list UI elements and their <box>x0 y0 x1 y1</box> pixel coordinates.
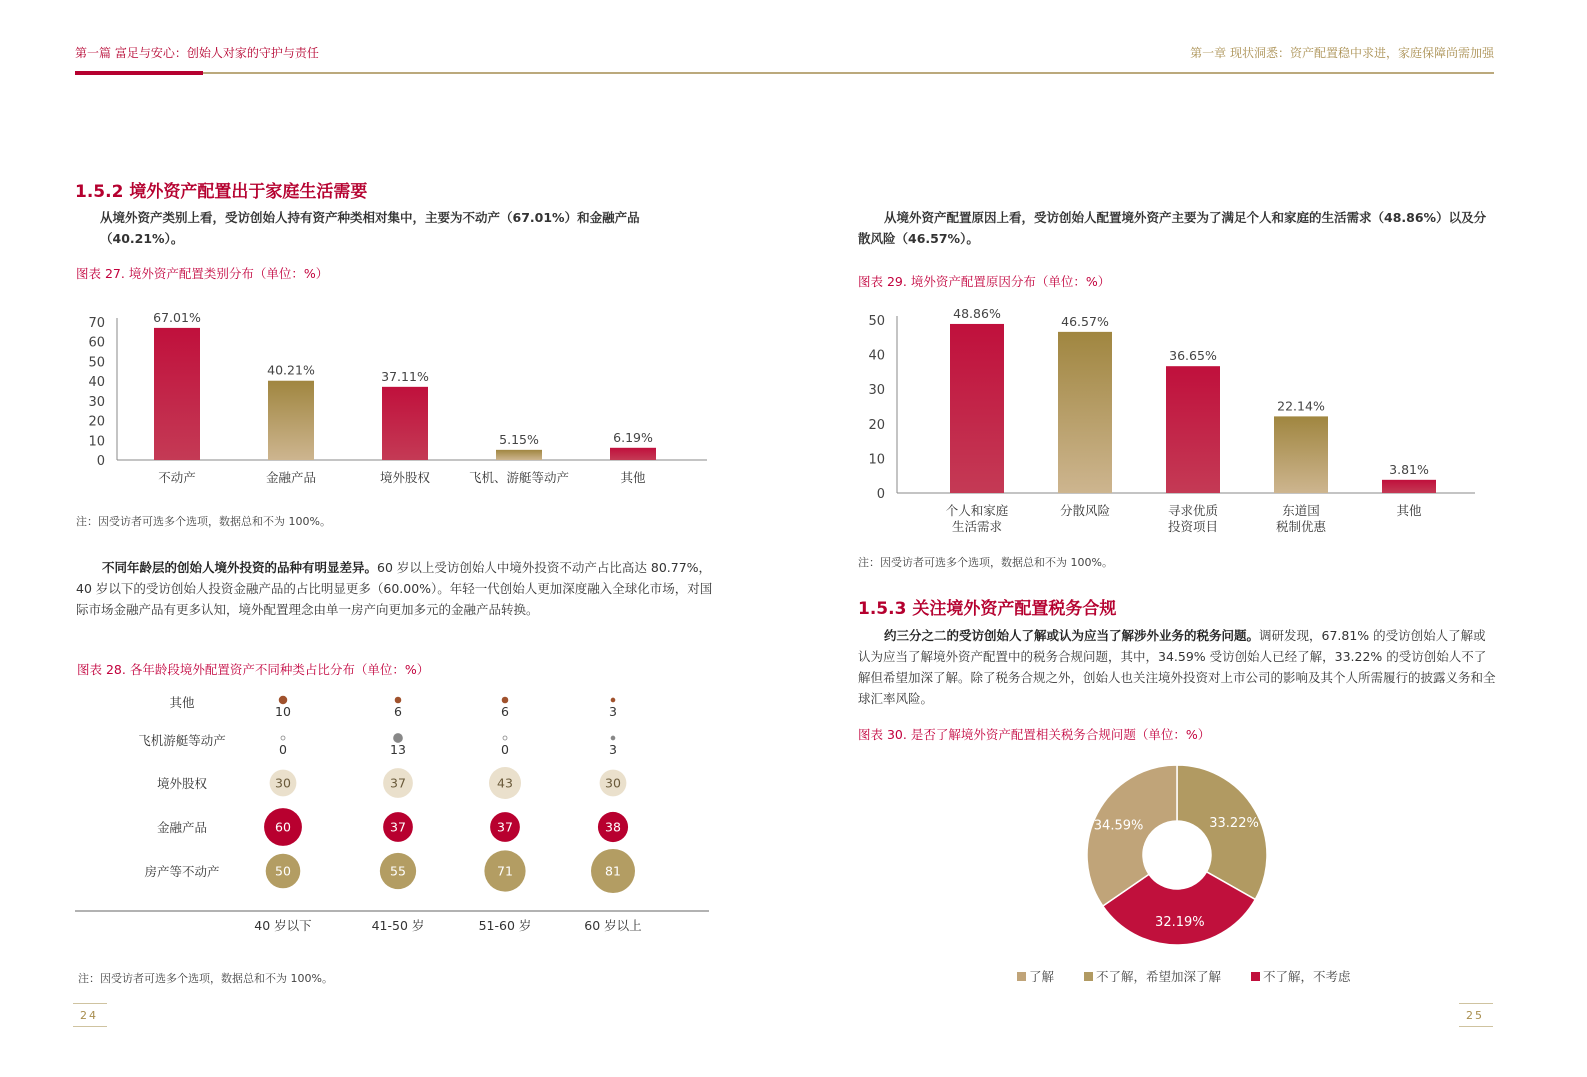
fig29-y-tick: 30 <box>868 383 885 399</box>
page-number-line-bottom <box>73 1026 107 1027</box>
fig28-x-label: 41-50 岁 <box>371 918 425 933</box>
header-right-title: 第一章 现状洞悉：资产配置稳中求进，家庭保障尚需加强 <box>1190 46 1494 60</box>
fig29-y-tick: 10 <box>868 452 885 468</box>
fig29-y-tick: 50 <box>868 314 885 329</box>
fig27-data-label: 67.01% <box>153 309 201 325</box>
left-paragraph-2 <box>76 557 714 620</box>
fig30-title: 图表 30. 是否了解境外资产配置相关税务合规问题（单位：%） <box>858 727 1211 742</box>
fig30-legend-swatch <box>1017 972 1026 981</box>
fig29-bar <box>1058 332 1112 493</box>
fig29-category-label: 个人和家庭 <box>945 503 1009 518</box>
fig28-bubble-label: 30 <box>605 775 621 791</box>
fig30-legend-swatch <box>1251 972 1260 981</box>
fig29-data-label: 3.81% <box>1389 461 1429 477</box>
fig28-bubble-label: 10 <box>275 704 291 719</box>
fig29-category-label: 寻求优质 <box>1167 503 1219 518</box>
fig27-note: 注：因受访者可选多个选项，数据总和不为 100%。 <box>76 515 331 528</box>
right-paragraph-2 <box>858 625 1498 709</box>
fig29-data-label: 22.14% <box>1277 398 1325 414</box>
fig28-bubble-label: 30 <box>275 775 291 791</box>
fig28-bubble <box>281 736 285 740</box>
fig27-y-tick: 60 <box>88 335 105 351</box>
fig29-category-label: 生活需求 <box>951 519 1003 534</box>
fig29-bar <box>1274 416 1328 493</box>
fig29-title: 图表 29. 境外资产配置原因分布（单位：%） <box>858 274 1111 289</box>
fig28-bubble-label: 55 <box>390 863 406 879</box>
right-paragraph-2-bold: 约三分之二的受访创始人了解或认为应当了解涉外业务的税务问题。 <box>884 628 1260 643</box>
fig30-legend-item <box>1084 969 1221 984</box>
fig28-bubble-label: 13 <box>390 742 406 757</box>
fig29-category-label: 分散风险 <box>1059 503 1111 518</box>
fig30-legend-label: 了解 <box>1029 969 1055 984</box>
fig28-row-label: 金融产品 <box>156 820 208 835</box>
fig30-slice <box>1177 765 1267 899</box>
fig30-slice <box>1087 765 1177 906</box>
left-intro-text: 从境外资产类别上看，受访创始人持有资产种类相对集中，主要为不动产（67.01%）和金融产品（40.21%）。 <box>100 210 640 246</box>
fig27-data-label: 37.11% <box>381 368 429 384</box>
fig28-bubble <box>395 697 402 704</box>
left-page-number: 24 <box>80 1009 98 1022</box>
fig27-data-label: 6.19% <box>613 429 653 445</box>
fig28-note: 注：因受访者可选多个选项，数据总和不为 100%。 <box>78 972 333 985</box>
fig27-y-tick: 0 <box>96 454 105 469</box>
fig28-bubble-label: 6 <box>501 704 509 719</box>
fig28-x-label: 51-60 岁 <box>478 918 532 933</box>
fig30-legend-label: 不了解，希望加深了解 <box>1096 969 1222 984</box>
fig27-y-tick: 50 <box>88 355 105 371</box>
fig27-bar <box>382 387 428 460</box>
fig27-category-label: 其他 <box>620 470 646 485</box>
fig27-title: 图表 27. 境外资产配置类别分布（单位：%） <box>76 266 329 281</box>
fig29-note: 注：因受访者可选多个选项，数据总和不为 100%。 <box>858 556 1113 569</box>
fig30-slice-label: 34.59% <box>1093 818 1144 834</box>
fig28-bubble <box>502 697 509 704</box>
fig28-bubble <box>503 736 507 740</box>
fig30-legend-label: 不了解，不考虑 <box>1263 969 1351 984</box>
right-intro-text: 从境外资产配置原因上看，受访创始人配置境外资产主要为了满足个人和家庭的生活需求（48.86%）以及分散风险（46.57%）。 <box>858 210 1487 246</box>
fig28-bubble-label: 50 <box>275 863 291 879</box>
fig28-bubble-label: 3 <box>609 742 617 757</box>
fig30-legend <box>1017 967 1381 985</box>
fig28-bubble-label: 37 <box>390 775 406 791</box>
left-paragraph-2-text: 60 岁以上受访创始人中境外投资不动产占比高达 80.77%，40 岁以下的受访创始人投资金融产品的占比明显更多（60.00%）。年轻一代创始人更加深度融入全球化市场，对国际市场金融产品有更多认知，境外配置理念由单一房产向更加多元的金融产品转换。 <box>76 560 713 617</box>
fig29-chart <box>855 298 1515 543</box>
fig27-bar <box>268 381 314 460</box>
fig28-bubble-label: 6 <box>394 704 402 719</box>
fig27-category-label: 飞机、游艇等动产 <box>468 470 570 485</box>
fig27-bar <box>496 450 542 460</box>
fig28-x-label: 60 岁以上 <box>584 918 642 933</box>
fig27-chart <box>75 290 725 495</box>
fig30-donut-chart <box>1075 755 1280 955</box>
fig29-category-label: 投资项目 <box>1167 519 1219 534</box>
fig29-bar <box>1166 366 1220 493</box>
fig27-category-label: 金融产品 <box>265 470 317 485</box>
fig29-category-label: 东道国 <box>1282 503 1320 518</box>
fig28-bubble-label: 60 <box>275 819 291 835</box>
fig28-bubble <box>611 736 616 741</box>
fig28-row-label: 其他 <box>169 695 195 710</box>
fig28-bubble-label: 3 <box>609 704 617 719</box>
fig28-bubble-label: 37 <box>497 819 513 835</box>
fig30-slice-label: 32.19% <box>1155 914 1205 930</box>
fig28-bubble-label: 71 <box>497 863 513 879</box>
fig28-chart <box>75 685 720 945</box>
page-number-line-bottom-right <box>1459 1026 1493 1027</box>
fig30-legend-swatch <box>1084 972 1093 981</box>
fig28-bubble-label: 0 <box>501 742 509 757</box>
section-title-1-5-3: 1.5.3 关注境外资产配置税务合规 <box>858 599 1117 619</box>
fig27-bar <box>610 448 656 460</box>
fig29-data-label: 46.57% <box>1061 313 1109 329</box>
page-number-line-top-right <box>1459 1003 1493 1004</box>
fig28-bubble-label: 37 <box>390 819 406 835</box>
fig27-bar <box>154 328 200 460</box>
fig29-bar <box>1382 480 1436 493</box>
left-paragraph-2-bold: 不同年龄层的创始人境外投资的品种有明显差异。 <box>102 560 378 575</box>
fig30-slice-label: 33.22% <box>1209 815 1259 831</box>
page-number-line-top <box>73 1003 107 1004</box>
fig28-bubble <box>611 698 616 703</box>
section-title-1-5-2: 1.5.2 境外资产配置出于家庭生活需要 <box>75 182 368 202</box>
fig27-y-tick: 40 <box>88 375 105 391</box>
header-left-title: 第一篇 富足与安心：创始人对家的守护与责任 <box>75 46 319 60</box>
fig28-row-label: 房产等不动产 <box>144 864 220 879</box>
fig29-y-tick: 0 <box>876 487 885 502</box>
fig28-row-label: 飞机游艇等动产 <box>138 733 226 748</box>
fig28-bubble <box>279 696 288 705</box>
fig28-bubble-label: 38 <box>605 819 621 835</box>
fig28-bubble-label: 81 <box>605 863 621 879</box>
fig28-bubble-label: 0 <box>279 742 287 757</box>
fig29-category-label: 其他 <box>1396 503 1422 518</box>
fig29-y-tick: 40 <box>868 348 885 364</box>
fig27-y-tick: 20 <box>88 414 105 430</box>
fig28-title: 图表 28. 各年龄段境外配置资产不同种类占比分布（单位：%） <box>77 662 430 677</box>
right-paragraph-2-text: 调研发现，67.81% 的受访创始人了解或认为应当了解境外资产配置中的税务合规问题，其中，34.59% 受访创始人已经了解，33.22% 的受访创始人不了解但希望加深了解。除了税务合规之外，创始人也关注境外投资对上市公司的影响及其个人所需履行的披露义务和全球汇率风险。 <box>858 628 1496 706</box>
fig27-data-label: 40.21% <box>267 362 315 378</box>
right-page-number: 25 <box>1466 1009 1484 1022</box>
header-divider <box>75 72 1494 74</box>
fig29-data-label: 36.65% <box>1169 348 1217 364</box>
fig28-bubble-label: 43 <box>497 775 513 791</box>
fig27-y-tick: 30 <box>88 394 105 410</box>
fig29-bar <box>950 324 1004 493</box>
fig29-category-label: 税制优惠 <box>1275 519 1327 534</box>
fig29-y-tick: 20 <box>868 417 885 433</box>
fig28-x-label: 40 岁以下 <box>254 918 312 933</box>
fig27-data-label: 5.15% <box>499 431 539 447</box>
header-accent-bar <box>75 71 203 75</box>
fig29-data-label: 48.86% <box>953 305 1001 321</box>
fig27-category-label: 不动产 <box>158 470 196 485</box>
fig28-row-label: 境外股权 <box>156 776 208 791</box>
fig27-y-tick: 70 <box>88 316 105 331</box>
fig27-category-label: 境外股权 <box>379 470 431 485</box>
fig30-legend-item <box>1251 969 1351 984</box>
fig27-y-tick: 10 <box>88 434 105 450</box>
fig30-legend-item <box>1017 969 1054 984</box>
